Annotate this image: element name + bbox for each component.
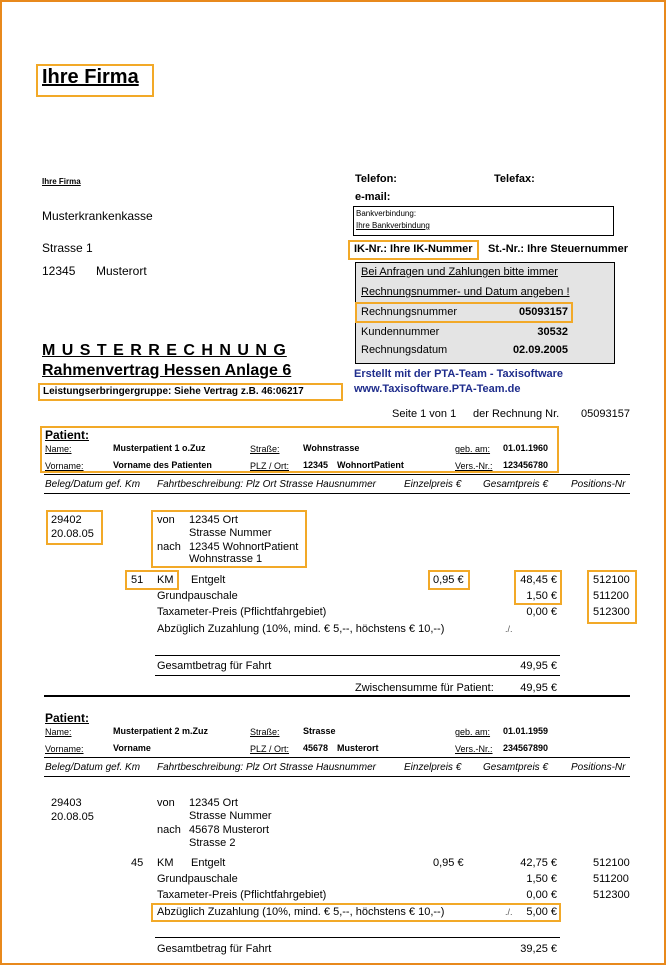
patient2-vers: 234567890 bbox=[503, 743, 549, 753]
patient2-km: 45 bbox=[131, 857, 144, 869]
divider bbox=[155, 675, 560, 676]
patient1-vorname: Vorname des Patienten bbox=[113, 460, 212, 470]
patient1-taxa: 0,00 € bbox=[526, 606, 557, 618]
gesamtbetrag-label: Gesamtbetrag für Fahrt bbox=[157, 660, 272, 672]
col-beleg: Beleg/Datum gef. Km bbox=[45, 479, 141, 490]
patient1-pos-1: 512100 bbox=[593, 574, 630, 586]
patient1-pos-2: 511200 bbox=[593, 590, 629, 602]
patient2-beleg: 29403 bbox=[51, 797, 82, 809]
rechnungsnummer-value: 05093157 bbox=[519, 306, 568, 318]
km-label: KM bbox=[157, 574, 174, 586]
patient2-strasse: Strasse bbox=[303, 726, 336, 736]
recipient-name: Musterkrankenkasse bbox=[42, 209, 153, 223]
divider bbox=[44, 776, 630, 777]
taxameter-label: Taxameter-Preis (Pflichtfahrgebiet) bbox=[157, 889, 327, 901]
patient2-geb: 01.01.1959 bbox=[503, 726, 549, 736]
telefon-label: Telefon: bbox=[355, 173, 397, 185]
patient2-name-label: Name: bbox=[45, 727, 72, 737]
patient2-grund: 1,50 € bbox=[526, 873, 557, 885]
invoice-ref-label: der Rechnung Nr. bbox=[473, 408, 560, 420]
patient1-von-2: Strasse Nummer bbox=[189, 527, 272, 539]
col-pos: Positions-Nr bbox=[571, 762, 626, 773]
divider bbox=[44, 474, 630, 475]
patient1-nach-1: 12345 WohnortPatient bbox=[189, 541, 299, 553]
patient1-plz-label: PLZ / Ort: bbox=[250, 461, 290, 471]
invoice-ref-number: 05093157 bbox=[581, 408, 630, 420]
patient2-pos-1: 512100 bbox=[593, 857, 630, 869]
rechnungsdatum-value: 02.09.2005 bbox=[512, 344, 568, 356]
patient1-strasse: Wohnstrasse bbox=[303, 443, 360, 453]
patient2-ort: Musterort bbox=[337, 743, 379, 753]
patient1-gesamt: 49,95 € bbox=[520, 660, 557, 672]
entgelt-label: Entgelt bbox=[191, 857, 226, 869]
recipient-street: Strasse 1 bbox=[42, 241, 93, 255]
provider-group: Leistungserbringergruppe: Siehe Vertrag z.B. 46:06217 bbox=[43, 386, 304, 397]
patient2-strasse-label: Straße: bbox=[250, 727, 280, 737]
patient1-von-1: 12345 Ort bbox=[189, 514, 238, 526]
km-label: KM bbox=[157, 857, 174, 869]
patient1-name: Musterpatient 1 o.Zuz bbox=[113, 443, 206, 453]
patient1-einzel: 0,95 € bbox=[433, 574, 464, 586]
patient2-entgelt: 42,75 € bbox=[520, 857, 557, 869]
divider bbox=[44, 695, 630, 697]
patient1-vorname-label: Vorname: bbox=[45, 461, 84, 471]
patient2-vorname: Vorname bbox=[113, 743, 151, 753]
zuzahlung-mark: ./. bbox=[505, 907, 513, 917]
patient1-grund: 1,50 € bbox=[526, 590, 557, 602]
zwischensumme-label: Zwischensumme für Patient: bbox=[355, 682, 494, 694]
info-note-1: Bei Anfragen und Zahlungen bitte immer bbox=[361, 266, 558, 278]
grundpauschale-label: Grundpauschale bbox=[157, 590, 238, 602]
col-einzel: Einzelpreis € bbox=[404, 479, 462, 490]
patient2-vorname-label: Vorname: bbox=[45, 744, 84, 754]
patient1-nach-2: Wohnstrasse 1 bbox=[189, 553, 263, 565]
rechnungsdatum-label: Rechnungsdatum bbox=[361, 344, 448, 356]
patient2-pos-2: 511200 bbox=[593, 873, 629, 885]
patient2-zuz: 5,00 € bbox=[526, 906, 557, 918]
kundennummer-value: 30532 bbox=[537, 326, 568, 338]
patient1-name-label: Name: bbox=[45, 444, 72, 454]
telefax-label: Telefax: bbox=[494, 173, 535, 185]
patient2-name: Musterpatient 2 m.Zuz bbox=[113, 726, 209, 736]
patient2-pos-3: 512300 bbox=[593, 889, 630, 901]
patient1-zwischen: 49,95 € bbox=[520, 682, 557, 694]
company-logo: Ihre Firma bbox=[42, 66, 139, 88]
ik-number: IK-Nr.: Ihre IK-Nummer bbox=[354, 243, 473, 255]
taxameter-label: Taxameter-Preis (Pflichtfahrgebiet) bbox=[157, 606, 327, 618]
patient2-heading: Patient: bbox=[45, 711, 90, 725]
sender-small: Ihre Firma bbox=[42, 177, 81, 186]
col-pos: Positions-Nr bbox=[571, 479, 626, 490]
nach-label: nach bbox=[157, 824, 181, 836]
patient1-ort: WohnortPatient bbox=[337, 460, 404, 470]
col-einzel: Einzelpreis € bbox=[404, 762, 462, 773]
patient2-nach-1: 45678 Musterort bbox=[189, 824, 270, 836]
gesamtbetrag-label: Gesamtbetrag für Fahrt bbox=[157, 943, 272, 955]
recipient-zip: 12345 bbox=[42, 264, 76, 278]
patient2-plz: 45678 bbox=[303, 743, 329, 753]
patient1-datum: 20.08.05 bbox=[51, 528, 94, 540]
patient2-datum: 20.08.05 bbox=[51, 811, 94, 823]
patient1-pos-3: 512300 bbox=[593, 606, 630, 618]
patient1-geb: 01.01.1960 bbox=[503, 443, 549, 453]
info-note-2: Rechnungsnummer- und Datum angeben ! bbox=[361, 286, 570, 298]
bank-box bbox=[353, 206, 614, 236]
patient2-nach-2: Strasse 2 bbox=[189, 837, 236, 849]
patient2-taxa: 0,00 € bbox=[526, 889, 557, 901]
divider bbox=[44, 757, 630, 758]
entgelt-label: Entgelt bbox=[191, 574, 226, 586]
patient1-km: 51 bbox=[131, 574, 144, 586]
col-fahrt: Fahrtbeschreibung: Plz Ort Strasse Hausnummer bbox=[157, 479, 376, 490]
divider bbox=[155, 937, 560, 938]
von-label: von bbox=[157, 514, 175, 526]
col-gesamt: Gesamtpreis € bbox=[483, 762, 549, 773]
divider bbox=[155, 655, 560, 656]
col-gesamt: Gesamtpreis € bbox=[483, 479, 549, 490]
zuzahlung-label: Abzüglich Zuzahlung (10%, mind. € 5,--, höchstens € 10,--) bbox=[157, 906, 445, 918]
patient2-von-2: Strasse Nummer bbox=[189, 810, 272, 822]
patient1-strasse-label: Straße: bbox=[250, 444, 280, 454]
patient1-heading: Patient: bbox=[45, 428, 90, 442]
bank-value: Ihre Bankverbindung bbox=[356, 221, 430, 230]
patient1-geb-label: geb. am: bbox=[455, 444, 491, 454]
recipient-city: Musterort bbox=[96, 264, 147, 278]
patient2-vers-label: Vers.-Nr.: bbox=[455, 744, 493, 754]
col-fahrt: Fahrtbeschreibung: Plz Ort Strasse Hausnummer bbox=[157, 762, 376, 773]
patient1-plz: 12345 bbox=[303, 460, 329, 470]
page-number: Seite 1 von 1 bbox=[392, 408, 457, 420]
software-line-1: Erstellt mit der PTA-Team - Taxisoftware bbox=[354, 368, 564, 380]
contract-title: Rahmenvertrag Hessen Anlage 6 bbox=[42, 362, 292, 379]
divider bbox=[44, 493, 630, 494]
patient2-von-1: 12345 Ort bbox=[189, 797, 238, 809]
nach-label: nach bbox=[157, 541, 181, 553]
col-beleg: Beleg/Datum gef. Km bbox=[45, 762, 141, 773]
von-label: von bbox=[157, 797, 175, 809]
bank-label: Bankverbindung: bbox=[356, 209, 417, 218]
patient2-einzel: 0,95 € bbox=[433, 857, 464, 869]
patient2-plz-label: PLZ / Ort: bbox=[250, 744, 290, 754]
patient1-beleg: 29402 bbox=[51, 514, 82, 526]
patient1-entgelt: 48,45 € bbox=[520, 574, 557, 586]
invoice-title: M U S T E R R E C H N U N G bbox=[42, 342, 287, 359]
kundennummer-label: Kundennummer bbox=[361, 326, 440, 338]
patient1-vers: 123456780 bbox=[503, 460, 549, 470]
grundpauschale-label: Grundpauschale bbox=[157, 873, 238, 885]
rechnungsnummer-label: Rechnungsnummer bbox=[361, 306, 457, 318]
zuzahlung-label: Abzüglich Zuzahlung (10%, mind. € 5,--, höchstens € 10,--) bbox=[157, 623, 445, 635]
patient2-geb-label: geb. am: bbox=[455, 727, 491, 737]
patient1-vers-label: Vers.-Nr.: bbox=[455, 461, 493, 471]
email-label: e-mail: bbox=[355, 191, 391, 203]
patient2-gesamt: 39,25 € bbox=[520, 943, 557, 955]
software-url[interactable]: www.Taxisoftware.PTA-Team.de bbox=[354, 383, 521, 395]
st-number: St.-Nr.: Ihre Steuernummer bbox=[488, 243, 628, 255]
zuzahlung-mark: ./. bbox=[505, 624, 513, 634]
